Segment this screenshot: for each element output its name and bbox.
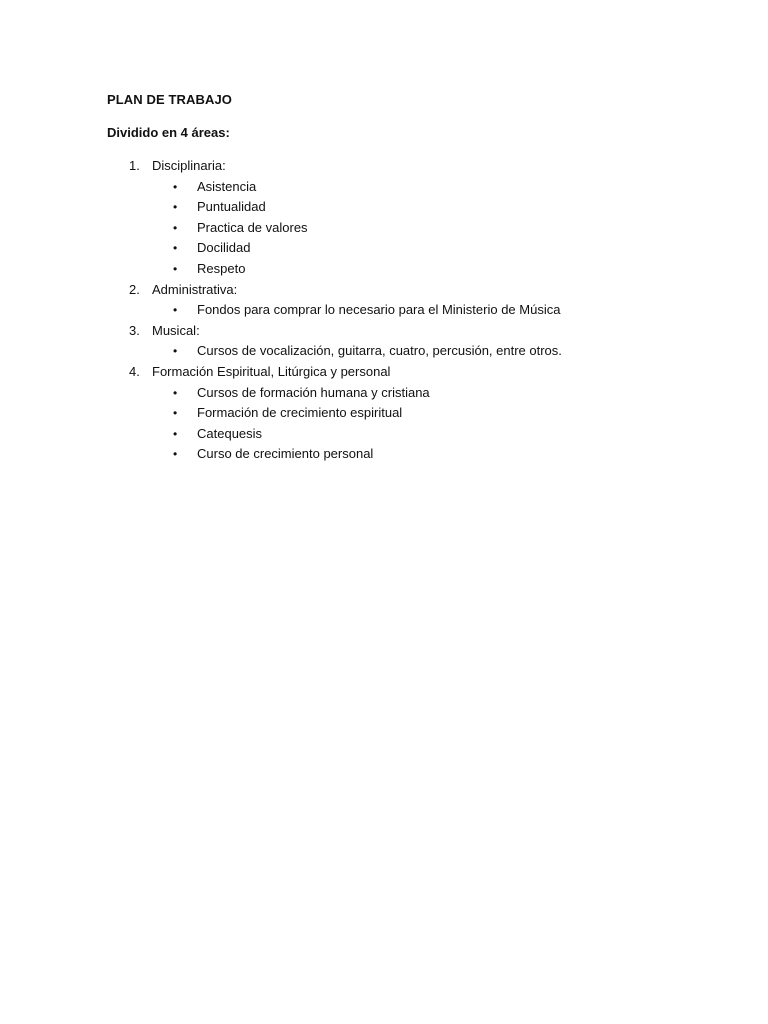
list-item	[0, 444, 768, 465]
list-item	[0, 424, 768, 445]
list-item	[0, 238, 768, 259]
list-item-label: Docilidad	[197, 240, 251, 256]
area-items-list	[0, 383, 768, 465]
list-item	[0, 177, 768, 198]
area-heading	[0, 280, 768, 301]
list-item-label: Formación de crecimiento espiritual	[197, 405, 403, 421]
list-item	[0, 218, 768, 239]
area-number: 1.	[129, 158, 140, 173]
list-item-label: Asistencia	[197, 178, 257, 194]
area-item	[0, 362, 768, 465]
list-item-label: Fondos para comprar lo necesario para el Ministerio de Música	[197, 302, 561, 318]
list-item-label: Respeto	[197, 260, 246, 276]
document-subtitle: Dividido en 4 áreas:	[107, 125, 230, 140]
list-item	[0, 383, 768, 404]
bullet-icon: •	[173, 241, 178, 256]
area-label: Formación Espiritual, Litúrgica y personal	[152, 363, 391, 379]
list-item	[0, 259, 768, 280]
list-item-label: Catequesis	[197, 425, 263, 441]
area-heading	[0, 321, 768, 342]
bullet-icon: •	[173, 220, 178, 235]
list-item-label: Curso de crecimiento personal	[197, 446, 374, 462]
list-item	[0, 300, 768, 321]
list-item-label: Cursos de vocalización, guitarra, cuatro, percusión, entre otros.	[197, 343, 562, 359]
area-number: 3.	[129, 322, 140, 338]
list-item	[0, 197, 768, 218]
list-item	[0, 341, 768, 362]
bullet-icon: •	[173, 447, 178, 462]
bullet-icon: •	[173, 261, 178, 276]
area-item	[0, 321, 768, 362]
bullet-icon: •	[173, 179, 178, 194]
bullet-icon: •	[173, 385, 178, 400]
area-label: Disciplinaria:	[152, 158, 226, 173]
area-items-list	[0, 300, 768, 321]
document-title: PLAN DE TRABAJO	[107, 92, 233, 107]
list-item-label: Puntualidad	[197, 199, 266, 215]
list-item	[0, 403, 768, 424]
area-number: 2.	[129, 281, 140, 297]
area-item	[0, 280, 768, 321]
bullet-icon: •	[173, 344, 178, 359]
bullet-icon: •	[173, 303, 178, 318]
area-heading	[0, 156, 768, 177]
list-item-label: Cursos de formación humana y cristiana	[197, 384, 430, 400]
area-item	[0, 156, 768, 280]
area-label: Musical:	[152, 322, 200, 338]
area-items-list	[0, 341, 768, 362]
bullet-icon: •	[173, 406, 178, 421]
list-item-label: Practica de valores	[197, 219, 308, 235]
area-number: 4.	[129, 363, 140, 379]
bullet-icon: •	[173, 426, 178, 441]
area-items-list	[0, 177, 768, 280]
area-label: Administrativa:	[152, 281, 238, 297]
areas-list	[0, 156, 768, 465]
area-heading	[0, 362, 768, 383]
bullet-icon: •	[173, 200, 178, 215]
